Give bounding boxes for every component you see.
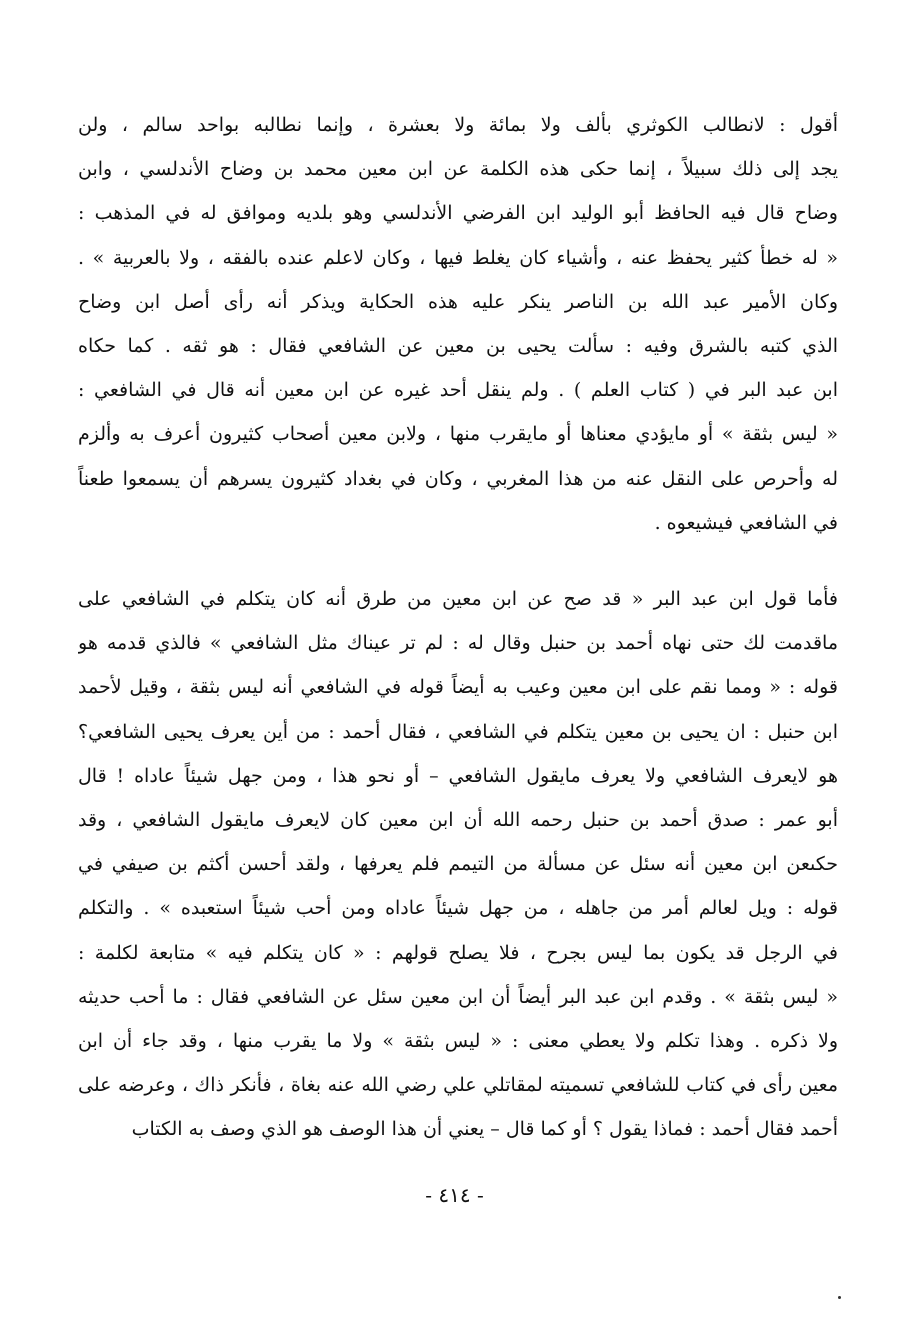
text-line: في الشافعي فيشيعوه .: [654, 511, 838, 534]
scan-speck: [838, 1296, 841, 1299]
text-line: ابن حنبل : ان يحيى بن معين يتكلم في الشافعي ، فقال أحمد : من أين يعرف يحيى الشافعي؟: [78, 720, 838, 743]
text-line: معين رأى في كتاب للشافعي تسميته لمقاتلي علي رضي الله عنه بغاة ، فأنكر ذاك ، وعرضه على: [78, 1074, 838, 1097]
text-line: هو لايعرف الشافعي ولا يعرف مايقول الشافعي – أو نحو هذا ، ومن جهل شيئاً عاداه ! قال: [78, 764, 838, 787]
text-line: أحمد فقال أحمد : فماذا يقول ؟ أو كما قال – يعني أن هذا الوصف هو الذي وصف به الكتاب: [131, 1118, 838, 1141]
text-line: يجد إلى ذلك سبيلاً ، إنما حكى هذه الكلمة عن ابن معين محمد بن وضاح الأندلسي ، وابن: [78, 158, 838, 181]
text-line: قوله : « ومما نقم على ابن معين وعيب به أيضاً قوله في الشافعي أنه ليس بثقة ، وقيل لأحمد: [78, 676, 838, 699]
text-line: له وأحرص على النقل عنه من هذا المغربي ، وكان في بغداد كثيرون يسرهم أن يسمعوا طعناً: [78, 467, 838, 490]
text-line: الذي كتبه بالشرق وفيه : سألت يحيى بن معين عن الشافعي فقال : هو ثقه . كما حكاه: [78, 335, 838, 357]
page-number: - ٤١٤ -: [425, 1183, 484, 1207]
text-line: وضاح قال فيه الحافظ أبو الوليد ابن الفرضي الأندلسي وهو بلديه وموافق له في المذهب :: [78, 202, 838, 225]
text-line: ابن عبد البر في ( كتاب العلم ) . ولم ينقل أحد غيره عن ابن معين أنه قال في الشافعي :: [78, 379, 838, 402]
text-line: حكىعن ابن معين أنه سئل عن مسألة من التيمم فلم يعرفها ، ولقد أحسن أكثم بن صيفي في: [78, 853, 838, 876]
text-line: أقول : لانطالب الكوثري بألف ولا بمائة ولا بعشرة ، وإنما نطالبه بواحد سالم ، ولن: [78, 114, 838, 136]
text-line: أبو عمر : صدق أحمد بن حنبل رحمه الله أن ابن معين كان لايعرف مايقول الشافعي ، وقد: [78, 809, 838, 831]
text-line: « له خطأ كثير يحفظ عنه ، وأشياء كان يغلط فيها ، وكان لاعلم عنده بالفقه ، ولا بالعربية » .: [78, 246, 838, 269]
text-line: فأما قول ابن عبد البر « قد صح عن ابن معين من طرق أنه كان يتكلم في الشافعي على: [78, 588, 838, 610]
text-line: في الرجل قد يكون بما ليس بجرح ، فلا يصلح قولهم : « كان يتكلم فيه » متابعة لكلمة :: [78, 941, 838, 964]
text-line: ولا ذكره . وهذا تكلم ولا يعطي معنى : « ليس بثقة » ولا ما يقرب منها ، وقد جاء أن ابن: [78, 1030, 838, 1052]
text-line: وكان الأمير عبد الله بن الناصر ينكر عليه هذه الحكاية ويذكر أنه رأى أصل ابن وضاح: [78, 290, 838, 313]
text-line: « ليس بثقة » أو مايؤدي معناها أو مايقرب منها ، ولابن معين أصحاب كثيرون أعرف به وألزم: [78, 423, 838, 446]
text-line: ماقدمت لك حتى نهاه أحمد بن حنبل وقال له : لم تر عيناك مثل الشافعي » فالذي قدمه هو: [78, 632, 838, 655]
text-line: « ليس بثقة » . وقدم ابن عبد البر أيضاً أن ابن معين سئل عن الشافعي فقال : ما أحب حديثه: [78, 985, 838, 1008]
text-line: قوله : ويل لعالم أمر من جاهله ، من جهل شيئاً عاداه ومن أحب شيئاً استعبده » . والتكلم: [78, 897, 838, 920]
